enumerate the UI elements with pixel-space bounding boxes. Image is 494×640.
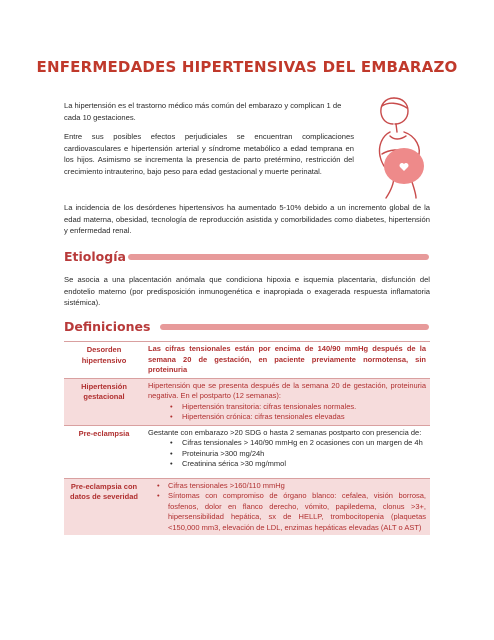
table-row	[64, 342, 430, 379]
definiciones-heading: Definiciones	[64, 319, 151, 334]
etiologia-divider	[128, 254, 429, 260]
page-title: ENFERMEDADES HIPERTENSIVAS DEL EMBARAZO	[36, 58, 458, 76]
definition-term: Pre-eclampsia con datos de severidad	[64, 478, 144, 535]
definition-term: Desorden hipertensivo	[64, 342, 144, 379]
definition-term: Pre-eclampsia	[64, 425, 144, 478]
list-item: • Síntomas con compromiso de órgano blanco: cefalea, visión borrosa, fosfenos, dolor en flanco derecho, vómito, papiledema, clonus >3+, hipersensibilidad hepática, sx de HELLP, trombocitopenia (plaquetas <150,000 mm3, elevación de LDL, enzimas hepáticas elevadas (ALT o AST)	[148, 491, 426, 533]
definitions-table	[64, 341, 430, 535]
definition-description: Las cifras tensionales están por encima de 140/90 mmHg después de la semana 20 de gestación, en paciente previamente normotensa, sin proteinuria	[144, 342, 430, 379]
definition-description	[144, 425, 430, 478]
table-row	[64, 425, 430, 478]
list-item: • Cifras tensionales > 140/90 mmHg en 2 ocasiones con un margen de 4h	[148, 438, 426, 449]
definition-bullets	[148, 402, 426, 423]
list-item: • Hipertensión crónica: cifras tensionales elevadas	[148, 412, 426, 423]
intro-paragraph-2: Entre sus posibles efectos perjudiciales se encuentran complicaciones cardiovasculares e hipertensión arterial y síndrome metabólico a edad temprana en los hijos. Asimismo se incrementa la presencia de parto pretérmino, restricción del crecimiento intrauterino, bajo peso para edad gestacional y muerte perinatal.	[64, 132, 354, 176]
etiologia-heading: Etiología	[64, 249, 126, 264]
definition-term: Hipertensión gestacional	[64, 378, 144, 425]
definition-text: Hipertensión que se presenta después de la semana 20 de gestación, proteinuria negativa. En el postparto (12 semanas):	[148, 380, 426, 400]
table-row	[64, 378, 430, 425]
list-item: • Hipertensión transitoria: cifras tensionales normales.	[148, 402, 426, 413]
definition-description	[144, 378, 430, 425]
intro-paragraph-3: La incidencia de los desórdenes hipertensivos ha aumentado 5-10% debido a un incremento global de la edad materna, obesidad, tecnología de reproducción asistida y comorbilidades como diabetes, hipertensión y enfermedad renal.	[64, 203, 430, 236]
definition-description	[144, 478, 430, 535]
etiologia-text: Se asocia a una placentación anómala que condiciona hipoxia e isquemia placentaria, disfunción del endotelio materno (por predisposición inmunogenética e inapropiada o exagerada respuesta inflamatoria sistémica).	[64, 275, 430, 308]
definition-bullets	[148, 481, 426, 534]
definition-text: Gestante con embarazo >20 SDG o hasta 2 semanas postparto con presencia de:	[148, 427, 422, 437]
list-item: • Proteinuria >300 mg/24h	[148, 449, 426, 460]
pregnant-woman-heart-icon	[360, 92, 438, 200]
list-item: • Cifras tensionales >160/110 mmHg	[148, 481, 426, 492]
definition-bullets	[148, 438, 426, 470]
table-row	[64, 478, 430, 535]
intro-paragraph-1: La hipertensión es el trastorno médico más común del embarazo y complican 1 de cada 10 gestaciones.	[64, 101, 342, 122]
definiciones-divider	[160, 324, 429, 330]
list-item: • Creatinina sérica >30 mg/mmol	[148, 459, 426, 470]
